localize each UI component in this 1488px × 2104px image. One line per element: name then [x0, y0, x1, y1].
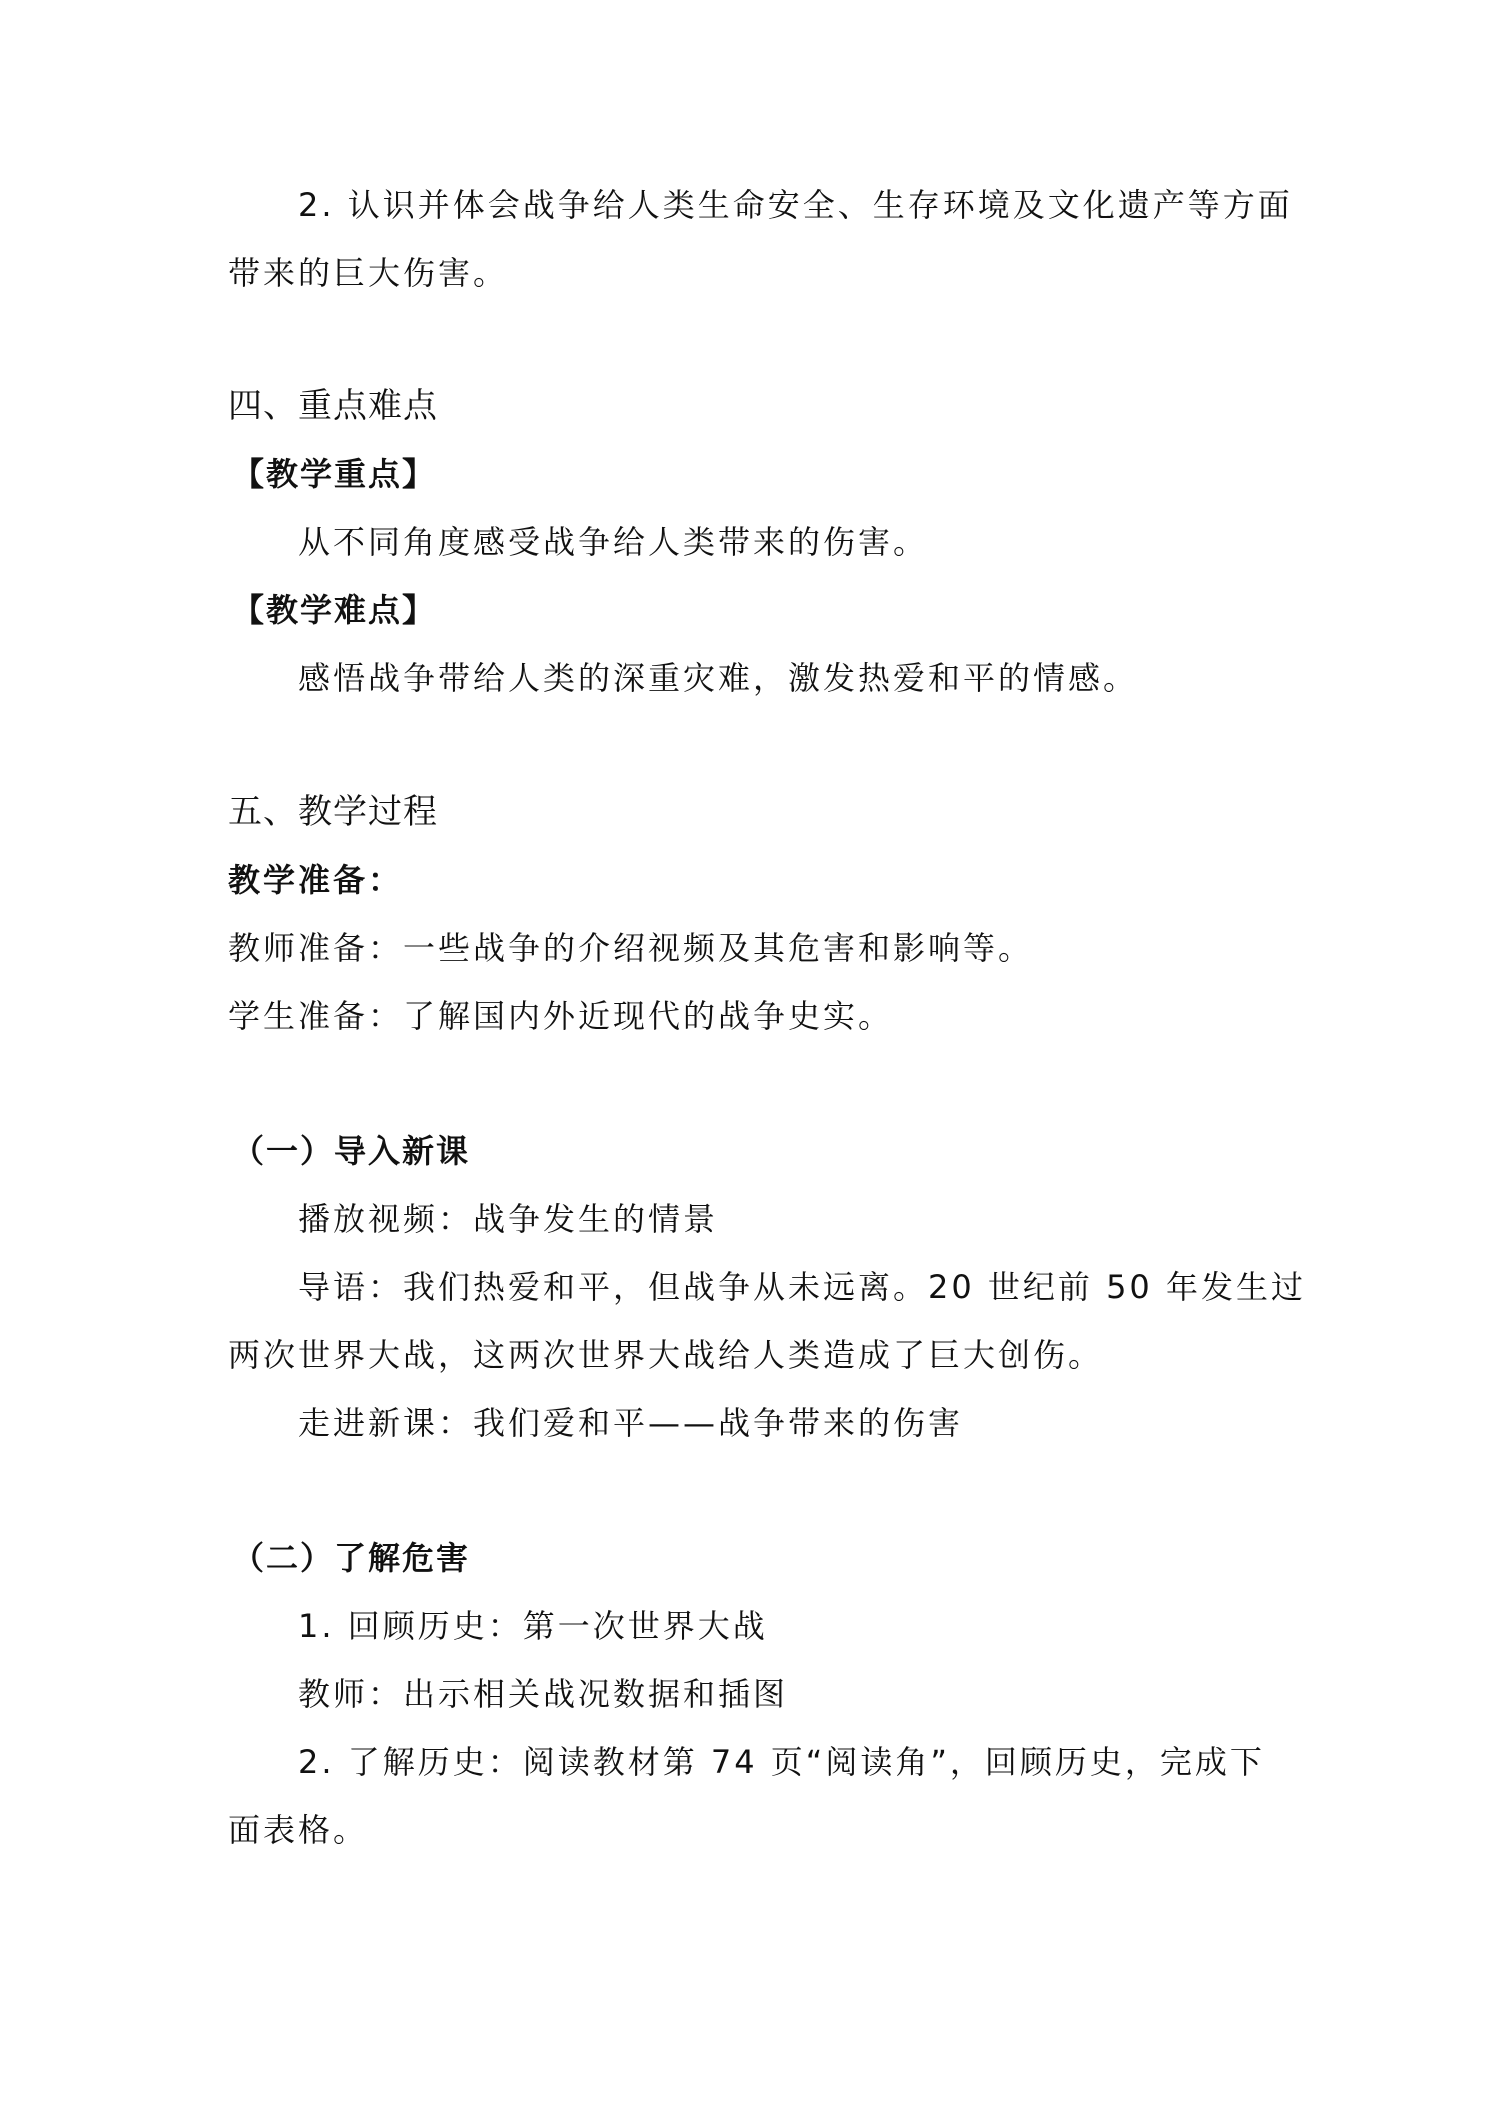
preparation-label: 教学准备：	[228, 861, 404, 899]
difficulty-text: 感悟战争带给人类的深重灾难，激发热爱和平的情感。	[298, 659, 1139, 697]
video-activity: 播放视频：战争发生的情景	[298, 1200, 719, 1238]
key-points-label: 【教学重点】	[232, 455, 437, 493]
intro-line-1: 导语：我们热爱和平，但战争从未远离。20 世纪前 50 年发生过	[298, 1268, 1306, 1306]
goal-item-2-line-2: 带来的巨大伤害。	[228, 254, 509, 292]
difficulty-label: 【教学难点】	[232, 591, 437, 629]
history-reading-step-line-2: 面表格。	[228, 1811, 369, 1849]
part-2-heading: （二）了解危害	[232, 1539, 471, 1577]
part-1-heading: （一）导入新课	[232, 1132, 471, 1170]
key-points-text: 从不同角度感受战争给人类带来的伤害。	[298, 523, 929, 561]
teacher-preparation: 教师准备：一些战争的介绍视频及其危害和影响等。	[228, 929, 1034, 967]
section-5-heading: 五、教学过程	[228, 792, 438, 832]
goal-item-2-line-1: 2. 认识并体会战争给人类生命安全、生存环境及文化遗产等方面	[298, 186, 1293, 224]
student-preparation: 学生准备：了解国内外近现代的战争史实。	[228, 997, 894, 1035]
history-reading-step-line-1: 2. 了解历史：阅读教材第 74 页“阅读角”，回顾历史，完成下	[298, 1743, 1265, 1781]
section-4-heading: 四、重点难点	[228, 386, 438, 426]
history-review-step: 1. 回顾历史：第一次世界大战	[298, 1607, 768, 1645]
intro-line-2: 两次世界大战，这两次世界大战给人类造成了巨大创伤。	[228, 1336, 1104, 1374]
teacher-activity: 教师：出示相关战况数据和插图	[298, 1675, 789, 1713]
new-lesson-line: 走进新课：我们爱和平——战争带来的伤害	[298, 1404, 964, 1442]
